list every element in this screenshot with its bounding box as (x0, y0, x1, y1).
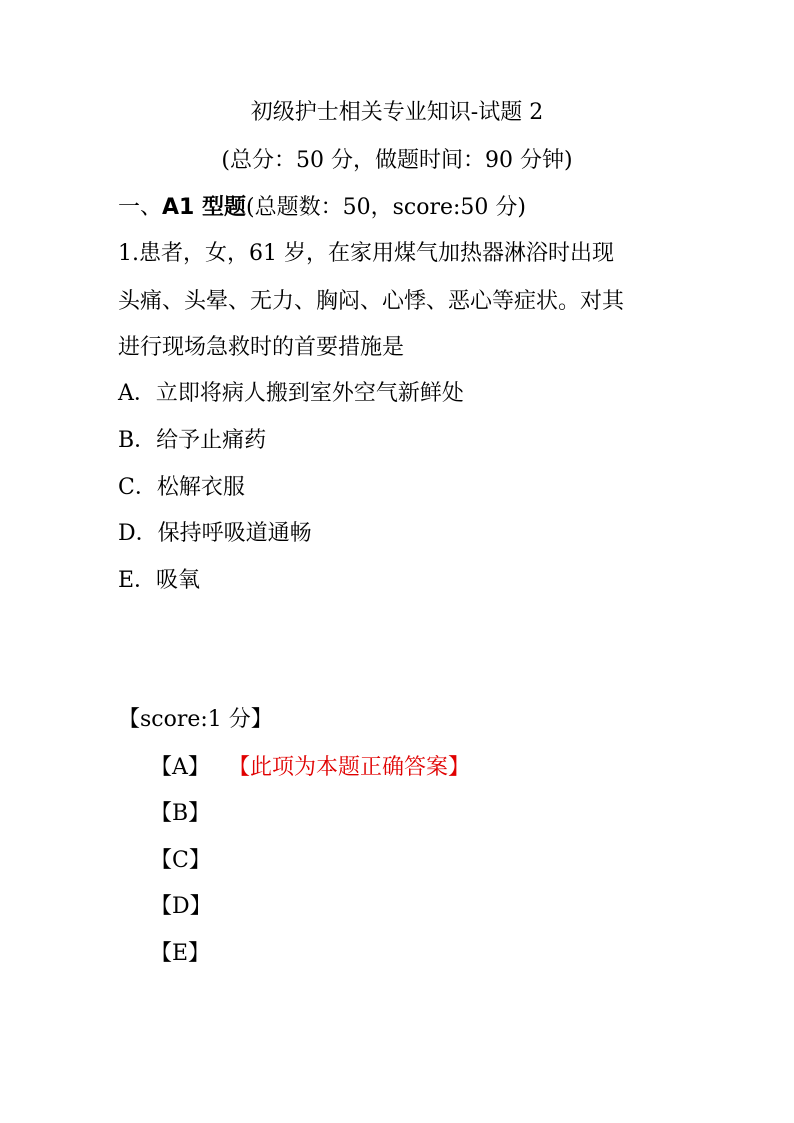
section-heading (118, 195, 526, 221)
section-info: (总题数：50，score:50 分) (246, 195, 526, 220)
correct-answer-note: 【此项为本题正确答案】 (228, 755, 471, 780)
section-name: A1 型题 (162, 195, 247, 220)
question-text-line: 进行现场急救时的首要措施是 (118, 335, 405, 360)
answer-item-d: 【D】 (150, 894, 212, 919)
answer-item-c: 【C】 (150, 848, 211, 873)
section-prefix: 一、 (118, 195, 163, 220)
option-b: B．给予止痛药 (118, 428, 267, 453)
option-e: E．吸氧 (118, 568, 201, 593)
answer-item-a: 【A】 (150, 755, 210, 780)
option-c: C．松解衣服 (118, 475, 245, 500)
answer-score: 【score:1 分】 (118, 707, 273, 732)
page-title: 初级护士相关专业知识-试题 2 (250, 100, 544, 125)
answer-item-b: 【B】 (150, 801, 211, 826)
page-subtitle: (总分：50 分，做题时间：90 分钟) (221, 148, 573, 173)
answer-item-e: 【E】 (150, 941, 211, 966)
option-d: D．保持呼吸道通畅 (118, 521, 312, 546)
question-text-line: 头痛、头晕、无力、胸闷、心悸、恶心等症状。对其 (118, 289, 625, 314)
question-text-line: 1.患者，女，61 岁，在家用煤气加热器淋浴时出现 (118, 241, 614, 266)
option-a: A．立即将病人搬到室外空气新鲜处 (118, 381, 464, 406)
